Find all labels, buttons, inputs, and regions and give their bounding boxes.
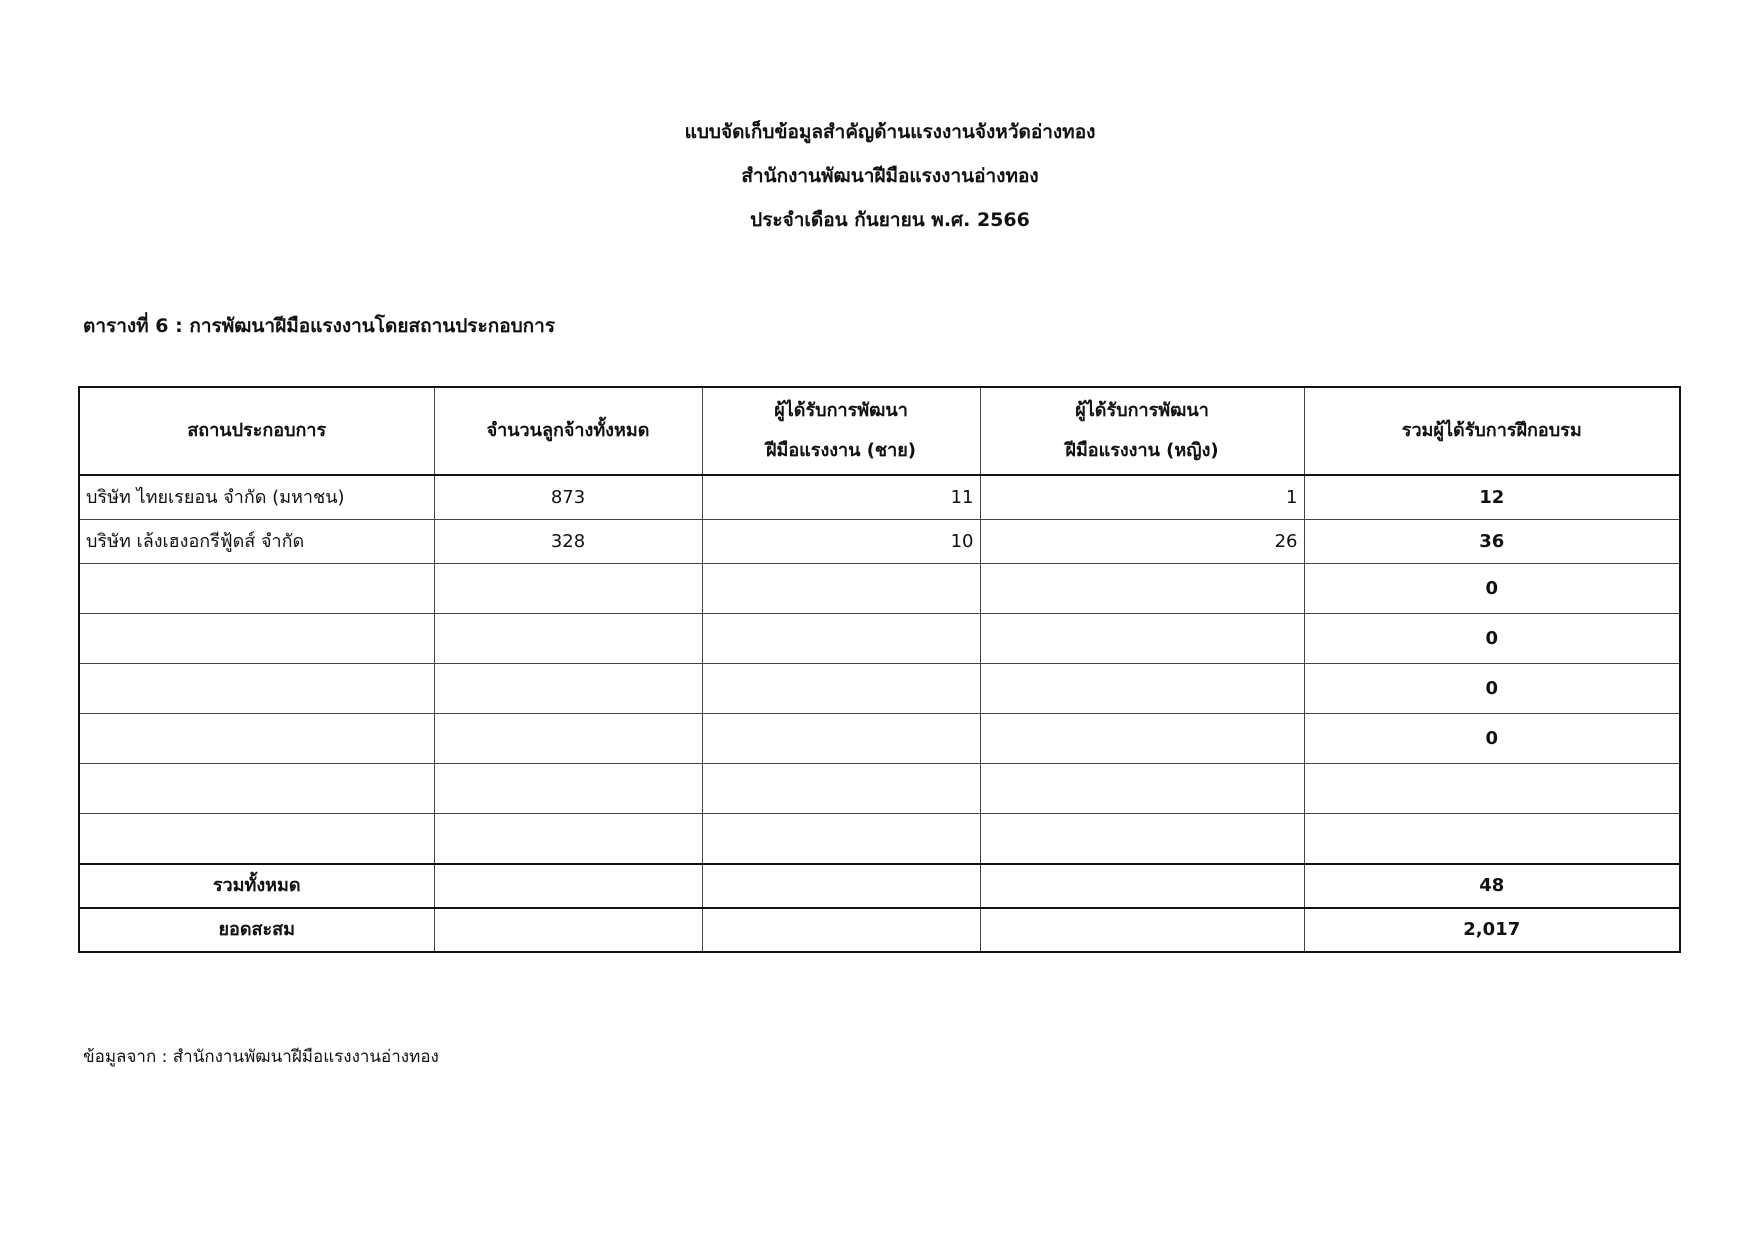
cell-company: บริษัท ไทยเรยอน จำกัด (มหาชน) xyxy=(79,475,434,520)
cell-female xyxy=(980,614,1304,664)
cell-company xyxy=(79,614,434,664)
col-header-female-line1: ผู้ได้รับการพัฒนา xyxy=(1075,400,1209,421)
table-header-row xyxy=(79,387,1680,475)
sum-row xyxy=(79,864,1680,908)
sum-male xyxy=(702,864,980,908)
cell-employees xyxy=(434,714,702,764)
table-row xyxy=(79,814,1680,865)
col-header-female-line2: ฝีมือแรงงาน (หญิง) xyxy=(1065,440,1219,461)
cell-female xyxy=(980,564,1304,614)
sum-employees xyxy=(434,864,702,908)
table-caption: ตารางที่ 6 : การพัฒนาฝีมือแรงงานโดยสถานประกอบการ xyxy=(83,315,556,337)
report-title: แบบจัดเก็บข้อมูลสำคัญด้านแรงงานจังหวัดอ่างทอง xyxy=(684,121,1096,143)
cumulative-employees xyxy=(434,908,702,952)
col-header-total: รวมผู้ได้รับการฝึกอบรม xyxy=(1304,387,1680,475)
cumulative-male xyxy=(702,908,980,952)
cell-total: 0 xyxy=(1304,664,1680,714)
cumulative-row xyxy=(79,908,1680,952)
cell-female xyxy=(980,764,1304,814)
cell-male: 10 xyxy=(702,520,980,564)
table-row xyxy=(79,614,1680,664)
cell-male xyxy=(702,564,980,614)
cell-employees xyxy=(434,564,702,614)
training-table xyxy=(78,386,1681,953)
table-row xyxy=(79,764,1680,814)
cell-total xyxy=(1304,764,1680,814)
cell-employees xyxy=(434,614,702,664)
cell-company xyxy=(79,564,434,614)
col-header-male xyxy=(702,387,980,475)
cell-company xyxy=(79,664,434,714)
table-row xyxy=(79,564,1680,614)
col-header-employees: จำนวนลูกจ้างทั้งหมด xyxy=(434,387,702,475)
col-header-male-line2: ฝีมือแรงงาน (ชาย) xyxy=(765,440,917,461)
cell-female xyxy=(980,664,1304,714)
cell-female xyxy=(980,814,1304,865)
col-header-male-line1: ผู้ได้รับการพัฒนา xyxy=(774,400,908,421)
cell-company xyxy=(79,764,434,814)
sum-female xyxy=(980,864,1304,908)
cell-male xyxy=(702,664,980,714)
cell-employees: 328 xyxy=(434,520,702,564)
cell-male xyxy=(702,614,980,664)
cell-female: 1 xyxy=(980,475,1304,520)
cell-total: 36 xyxy=(1304,520,1680,564)
cumulative-female xyxy=(980,908,1304,952)
cell-female xyxy=(980,714,1304,764)
cell-total: 0 xyxy=(1304,714,1680,764)
cell-employees xyxy=(434,664,702,714)
source-footnote: ข้อมูลจาก : สำนักงานพัฒนาฝีมือแรงงานอ่างทอง xyxy=(83,1047,439,1067)
table-row xyxy=(79,520,1680,564)
cell-male xyxy=(702,714,980,764)
cell-total: 0 xyxy=(1304,564,1680,614)
cumulative-label: ยอดสะสม xyxy=(79,908,434,952)
cell-total: 12 xyxy=(1304,475,1680,520)
cell-company xyxy=(79,714,434,764)
sum-label: รวมทั้งหมด xyxy=(79,864,434,908)
cell-total: 0 xyxy=(1304,614,1680,664)
cell-male: 11 xyxy=(702,475,980,520)
report-period: ประจำเดือน กันยายน พ.ศ. 2566 xyxy=(750,209,1030,231)
cell-company xyxy=(79,814,434,865)
table-row xyxy=(79,664,1680,714)
report-agency: สำนักงานพัฒนาฝีมือแรงงานอ่างทอง xyxy=(741,165,1039,187)
cell-male xyxy=(702,764,980,814)
cell-total xyxy=(1304,814,1680,865)
table-row xyxy=(79,714,1680,764)
cell-company: บริษัท เล้งเฮงอกรีฟู้ดส์ จำกัด xyxy=(79,520,434,564)
cell-employees xyxy=(434,814,702,865)
cell-male xyxy=(702,814,980,865)
cumulative-total: 2,017 xyxy=(1304,908,1680,952)
sum-total: 48 xyxy=(1304,864,1680,908)
cell-employees: 873 xyxy=(434,475,702,520)
col-header-company: สถานประกอบการ xyxy=(79,387,434,475)
cell-employees xyxy=(434,764,702,814)
cell-female: 26 xyxy=(980,520,1304,564)
col-header-female xyxy=(980,387,1304,475)
table-row xyxy=(79,475,1680,520)
